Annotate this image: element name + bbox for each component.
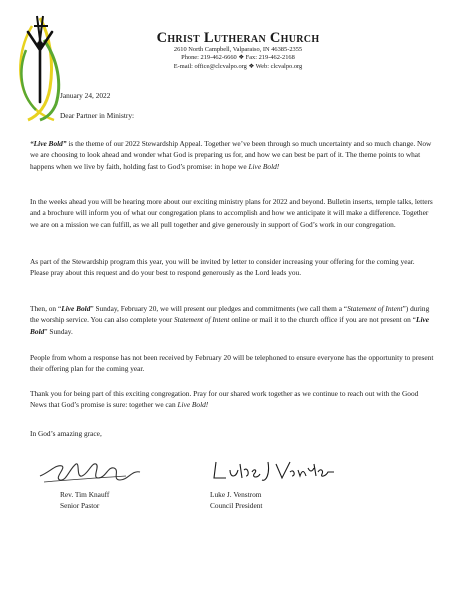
theme-live-bold: “Live Bold” [30, 139, 67, 148]
church-email-web: E-mail: office@clcvalpo.org ❖ Web: clcvalpo.org [173, 62, 303, 70]
signatory-title: Senior Pastor [60, 501, 100, 511]
church-name: Christ Lutheran Church [156, 30, 320, 46]
signatory-name: Rev. Tim Knauff [60, 490, 110, 499]
signatory-title: Council President [210, 501, 263, 511]
signature-tim-knauff [36, 454, 154, 490]
salutation: Dear Partner in Ministry: [60, 111, 135, 120]
signatory-2 [210, 489, 262, 512]
church-logo [10, 10, 72, 122]
signatory-name: Luke J. Venstrom [210, 490, 262, 499]
paragraph-stewardship: As part of the Stewardship program this year, you will be invited by letter to consider increasing your offering for the coming year. Please pray about this request and do your best to respond generously as the Lord leads you. [30, 257, 415, 278]
paragraph-telephone: People from whom a response has not been received by February 20 will be telephoned to ensure everyone has the opportunity to present their offering plan for the coming year. [30, 353, 434, 374]
closing: In God’s amazing grace, [30, 429, 102, 438]
church-phone-fax: Phone: 219-462-6660 ❖ Fax: 219-462-2168 [181, 54, 295, 62]
paragraph-live-bold-sunday: Then, on “Live Bold” Sunday, February 20, we will present our pledges and commitments (we call them a “Statement of Intent”) during the worship service. You can also complete your Statement of Intent online or mail it to the church office if you are not present on “Live Bold” Sunday. [30, 304, 430, 336]
paragraph-thank-you: Thank you for being part of this exciting congregation. Pray for our shared work together as we continue to reach out with the Good News that God’s promise is sure: together we can Live Bold! [30, 389, 419, 410]
letter-date: January 24, 2022 [60, 91, 111, 100]
paragraph-ministry-plans: In the weeks ahead you will be hearing more about our exciting ministry plans for 2022 and beyond. Bulletin inserts, temple talks, letters and a brochure will inform you of what our congregation plans to accomplish and how we anticipate it will make a difference. Together we are on a mission we can fulfill, as we all pull together and give generously in support of God’s work in our congregation. [30, 197, 433, 229]
letterhead [118, 30, 358, 71]
theme-live-bold-end: Live Bold! [248, 161, 280, 171]
signatory-1 [60, 489, 109, 512]
church-address: 2610 North Campbell, Valparaiso, IN 46385-2355 [173, 46, 303, 53]
paragraph-theme: “Live Bold” is the theme of our 2022 Stewardship Appeal. Together we’ve been through so much uncertainty and so much change. Now we are choosing to look ahead and wonder what God is preparing us for, and how we can best be part of it. The theme points to what happens when we live by faith, holding fast to God’s promise: in hope we Live Bold! [30, 139, 432, 171]
signature-luke-venstrom [210, 456, 338, 484]
